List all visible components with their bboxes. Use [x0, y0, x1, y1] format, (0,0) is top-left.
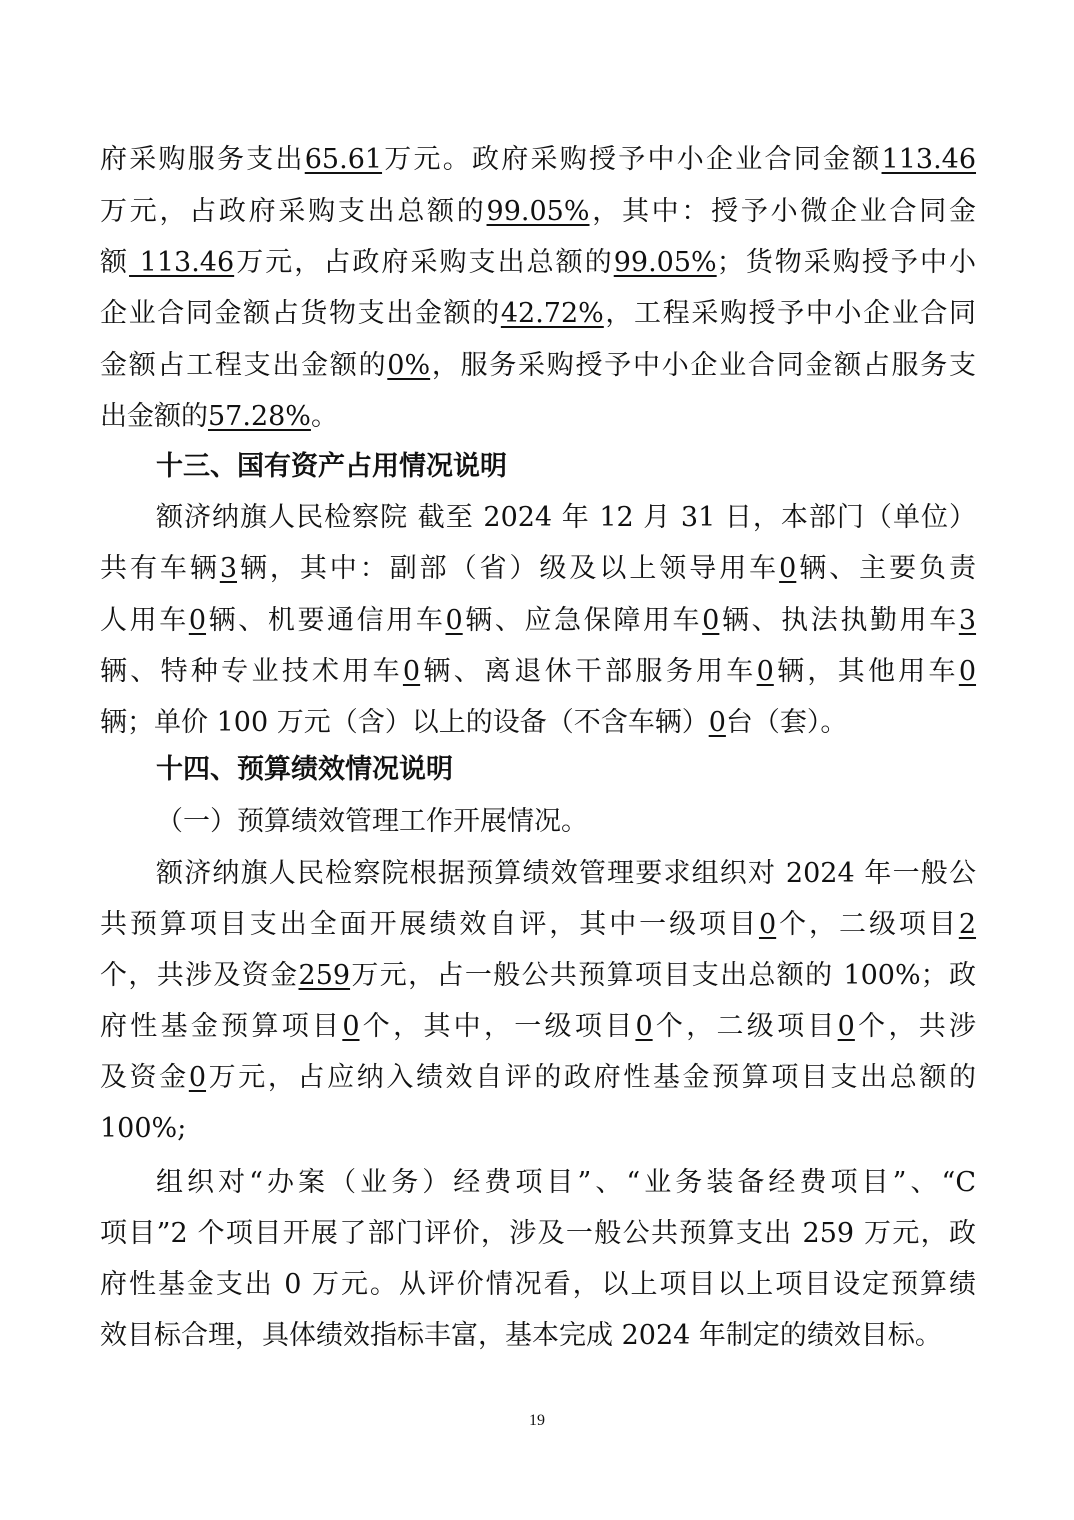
text-run: ，其中：授予小微企业合同金: [589, 196, 977, 227]
filled-value: 42.72%: [500, 298, 604, 329]
text-line: [100, 391, 976, 443]
filled-value: 0%: [387, 350, 431, 381]
filled-value: 2: [958, 909, 977, 940]
text-run: 个，二级项目: [776, 909, 959, 940]
text-run: 辆，其中：副部（省）级及以上领导用车: [237, 553, 780, 584]
text-run: 出金额的: [100, 401, 208, 432]
filled-value: 0: [837, 1011, 855, 1042]
filled-value: 113.46: [129, 247, 235, 278]
filled-value: 0: [188, 605, 207, 636]
text-run: ，服务采购授予中小企业合同金额占服务支: [430, 350, 977, 381]
text-run: ，工程采购授予中小企业合同: [603, 298, 977, 329]
text-line: [100, 1001, 976, 1053]
text-line: [100, 134, 976, 186]
text-line: 100%;: [100, 1113, 187, 1144]
text-run: 辆、离退休干部服务用车: [420, 656, 757, 687]
text-line: [100, 237, 976, 289]
filled-value: 57.28%: [208, 401, 311, 432]
text-line: [100, 288, 976, 340]
section-heading: 十三、国有资产占用情况说明: [156, 451, 507, 482]
text-run: 个，共涉及资金: [100, 960, 299, 991]
text-run: 万元，占一般公共预算项目支出总额的 100%；政: [350, 960, 976, 991]
text-line: [100, 646, 976, 698]
text-run: 金额占工程支出金额的: [100, 350, 388, 381]
text-run: 。: [310, 401, 338, 432]
text-line: [100, 697, 976, 749]
text-line: [100, 595, 976, 647]
text-run: 万元。政府采购授予中小企业合同金额: [382, 144, 882, 175]
text-line: 府性基金支出 0 万元。从评价情况看，以上项目以上项目设定预算绩: [100, 1269, 976, 1300]
text-run: 辆；单价 100 万元（含）以上的设备（不含车辆）: [100, 707, 709, 738]
filled-value: 0: [756, 656, 774, 687]
filled-value: 99.05%: [486, 196, 590, 227]
text-run: 个，其中，一级项目: [359, 1011, 636, 1042]
text-run: ；货物采购授予中小: [716, 247, 977, 278]
text-line: 效目标合理，具体绩效指标丰富，基本完成 2024 年制定的绩效目标。: [100, 1320, 942, 1351]
text-run: 府性基金预算项目: [100, 1011, 343, 1042]
text-run: 共预算项目支出全面开展绩效自评，其中一级项目: [100, 909, 759, 940]
filled-value: 3: [219, 553, 237, 584]
text-run: 台（套）。: [725, 707, 848, 738]
text-line: [100, 186, 976, 238]
filled-value: 113.46: [881, 144, 977, 175]
text-run: 辆、机要通信用车: [206, 605, 446, 636]
subsection-heading: （一）预算绩效管理工作开展情况。: [156, 806, 588, 837]
text-run: 辆、执法执勤用车: [719, 605, 959, 636]
text-run: 万元，占政府采购支出总额的: [100, 196, 487, 227]
filled-value: 0: [188, 1062, 207, 1093]
filled-value: 0: [445, 605, 463, 636]
text-run: 企业合同金额占货物支出金额的: [100, 298, 501, 329]
filled-value: 0: [635, 1011, 653, 1042]
filled-value: 0: [708, 707, 726, 738]
text-run: 万元，占应纳入绩效自评的政府性基金预算项目支出总额的: [206, 1062, 976, 1093]
text-line: [100, 1052, 976, 1104]
text-run: 万元，占政府采购支出总额的: [234, 247, 614, 278]
text-run: 个，共涉: [854, 1011, 977, 1042]
filled-value: 3: [958, 605, 977, 636]
text-run: 及资金: [100, 1062, 189, 1093]
text-run: 人用车: [100, 605, 189, 636]
text-run: 额: [100, 247, 130, 278]
text-run: 辆，其他用车: [773, 656, 959, 687]
filled-value: 0: [758, 909, 777, 940]
text-line: 额济纳旗人民检察院根据预算绩效管理要求组织对 2024 年一般公: [156, 858, 976, 889]
filled-value: 0: [702, 605, 720, 636]
text-run: 辆、应急保障用车: [462, 605, 703, 636]
filled-value: 0: [779, 553, 797, 584]
text-line: [100, 543, 976, 595]
page-number: 19: [529, 1412, 545, 1429]
text-run: 府采购服务支出: [100, 144, 305, 175]
filled-value: 99.05%: [613, 247, 717, 278]
filled-value: 0: [342, 1011, 360, 1042]
text-line: 额济纳旗人民检察院 截至 2024 年 12 月 31 日，本部门（单位）: [156, 502, 976, 533]
text-run: 个，二级项目: [652, 1011, 838, 1042]
text-line: [100, 340, 976, 392]
text-line: 组织对“办案（业务）经费项目”、“业务装备经费项目”、“C: [156, 1167, 976, 1198]
text-run: 共有车辆: [100, 553, 220, 584]
section-heading: 十四、预算绩效情况说明: [156, 754, 453, 785]
filled-value: 259: [298, 960, 351, 991]
text-line: 项目”2 个项目开展了部门评价，涉及一般公共预算支出 259 万元，政: [100, 1218, 976, 1249]
text-run: 辆、主要负责: [796, 553, 977, 584]
text-line: [100, 950, 976, 1002]
text-line: [100, 899, 976, 951]
text-run: 辆、特种专业技术用车: [100, 656, 403, 687]
filled-value: 0: [958, 656, 977, 687]
filled-value: 65.61: [304, 144, 383, 175]
filled-value: 0: [402, 656, 421, 687]
